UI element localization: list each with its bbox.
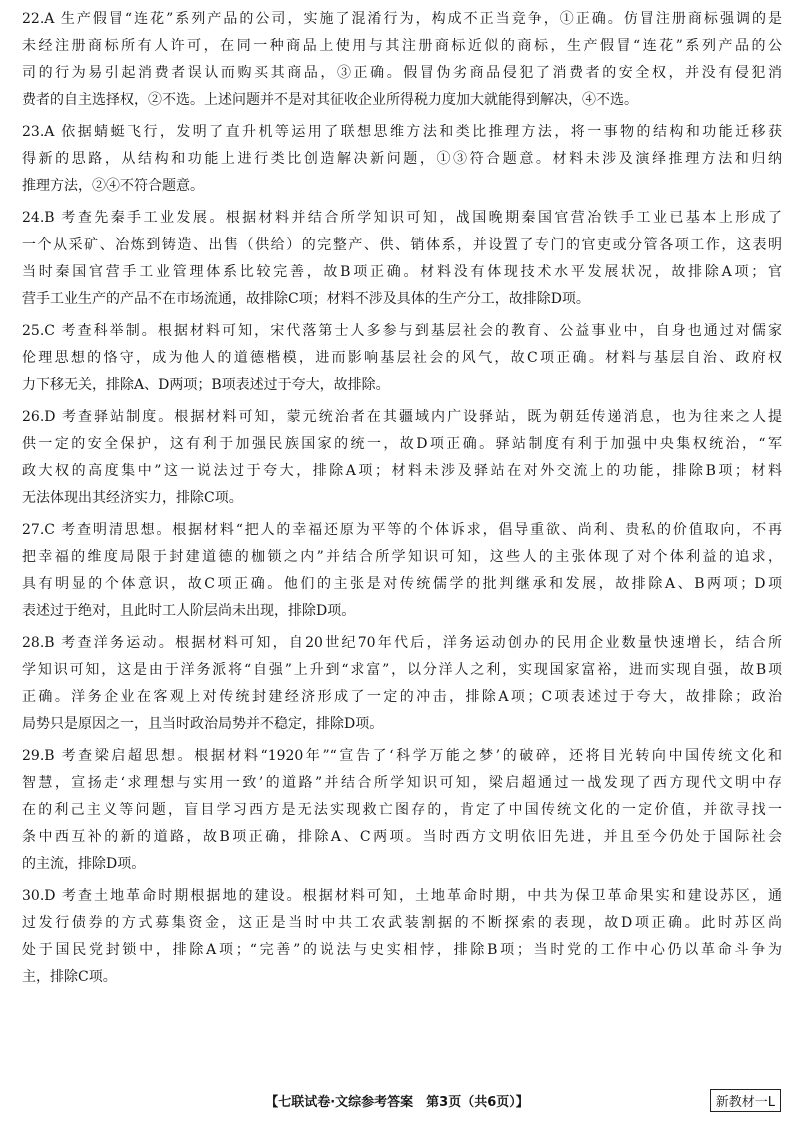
answer-item <box>22 517 782 625</box>
answer-item <box>22 630 782 738</box>
answer-line: 把幸福的维度局限于封建道德的枷锁之内”并结合所学知识可知，这些人的主张体现了对个体利益的追求， <box>22 549 782 565</box>
answer-line: 得新的思路，从结构和功能上进行类比创造解决新问题，①③符合题意。材料未涉及演绎推理方法和归纳 <box>22 151 782 167</box>
footer-page-info: 【七联试卷·文综参考答案 第3页（共6页）】 <box>265 1095 529 1110</box>
answer-item <box>22 318 782 399</box>
answer-line: 营手工业生产的产品不在市场流通，故排除C项；材料不涉及具体的生产分工，故排除D项。 <box>22 291 590 307</box>
answer-line: 27.C 考查明清思想。根据材料“把人的幸福还原为平等的个体诉求，倡导重欲、尚利、贵私的价值取向，不再 <box>22 522 782 538</box>
answer-line: 力下移无关，排除A、D两项；B项表述过于夸大，故排除。 <box>22 377 390 393</box>
answer-line: 推理方法，②④不符合题意。 <box>22 178 204 194</box>
answer-line: 表述过于绝对，且此时工人阶层尚未出现，排除D项。 <box>22 603 356 619</box>
answer-line: 24.B 考查先秦手工业发展。根据材料并结合所学知识可知，战国晚期秦国官营冶铁手工业已基本上形成了 <box>22 210 782 226</box>
answer-line: 28.B 考查洋务运动。根据材料可知，自20世纪70年代后，洋务运动创办的民用企业数量快速增长，结合所 <box>22 635 782 651</box>
answer-line: 智慧，宣扬走‘求理想与实用一致’的道路”并结合所学知识可知，梁启超通过一战发现了西方现代文明中存 <box>22 775 782 791</box>
answer-line: 当时秦国官营手工业管理体系比较完善，故B项正确。材料没有体现技术水平发展状况，故排除A项；官 <box>22 264 782 280</box>
answer-line: 司的行为易引起消费者误认而购买其商品，③正确。假冒伪劣商品侵犯了消费者的安全权，并没有侵犯消 <box>22 65 782 81</box>
answer-line: 22.A 生产假冒“连花”系列产品的公司，实施了混淆行为，构成不正当竞争，①正确。仿冒注册商标强调的是 <box>22 11 782 27</box>
answer-item <box>22 743 782 878</box>
answer-line: 伦理思想的恪守，成为他人的道德楷模，进而影响基层社会的风气，故C项正确。材料与基层自治、政府权 <box>22 350 782 366</box>
answer-line: 条中西互补的新的道路，故B项正确，排除A、C两项。当时西方文明依旧先进，并且至今仍处于国际社会 <box>22 829 782 845</box>
answer-line: 的主流，排除D项。 <box>22 856 146 872</box>
answer-item <box>22 6 782 114</box>
answer-line: 供一定的安全保护，这有利于加强民族国家的统一，故D项正确。驿站制度有利于加强中央集权统治，“军 <box>22 436 782 452</box>
answer-line: 在的利己主义等问题，盲目学习西方是无法实现救亡图存的，肯定了中国传统文化的一定价值，并欲寻找一 <box>22 802 782 818</box>
answer-line: 23.A 依据蜻蜓飞行，发明了直升机等运用了联想思维方法和类比推理方法，将一事物的结构和功能迁移获 <box>22 124 782 140</box>
answer-line: 处于国民党封锁中，排除A项；“完善”的说法与史实相悖，排除B项；当时党的工作中心仍以革命斗争为 <box>22 942 782 958</box>
answer-item <box>22 119 782 200</box>
answer-line: 过发行债券的方式募集资金，这正是当时中共工农武装割据的不断探索的表现，故D项正确。此时苏区尚 <box>22 915 782 931</box>
answer-line: 30.D 考查土地革命时期根据地的建设。根据材料可知，土地革命时期，中共为保卫革命果实和建设苏区，通 <box>22 888 782 904</box>
answer-line: 政大权的高度集中”这一说法过于夸大，排除A项；材料未涉及驿站在对外交流上的功能，排除B项；材料 <box>22 463 782 479</box>
answer-line: 局势只是原因之一，且当时政治局势并不稳定，排除D项。 <box>22 716 384 732</box>
answer-line: 主，排除C项。 <box>22 969 117 985</box>
answer-list <box>22 6 782 996</box>
answer-line: 具有明显的个体意识，故C项正确。他们的主张是对传统儒学的批判继承和发展，故排除A、B两项；D项 <box>22 576 782 592</box>
answer-line: 未经注册商标所有人许可，在同一种商品上使用与其注册商标近似的商标，生产假冒“连花”系列产品的公 <box>22 38 782 54</box>
answer-line: 29.B 考查梁启超思想。根据材料“1920年”“宣告了‘科学万能之梦’的破碎，还将目光转向中国传统文化和 <box>22 748 782 764</box>
answer-line: 25.C 考查科举制。根据材料可知，宋代落第士人多参与到基层社会的教育、公益事业中，自身也通过对儒家 <box>22 323 782 339</box>
answer-item <box>22 404 782 512</box>
edition-badge: 新教材一L <box>710 1089 781 1112</box>
answer-line: 正确。洋务企业在客观上对传统封建经济形成了一定的冲击，排除A项；C项表述过于夸大，故排除；政治 <box>22 689 782 705</box>
answer-item <box>22 205 782 313</box>
answer-line: 学知识可知，这是由于洋务派将“自强”上升到“求富”，以分洋人之利，实现国家富裕，进而实现自强，故B项 <box>22 662 782 678</box>
answer-line: 无法体现出其经济实力，排除C项。 <box>22 490 243 506</box>
answer-line: 26.D 考查驿站制度。根据材料可知，蒙元统治者在其疆域内广设驿站，既为朝廷传递消息，也为往来之人提 <box>22 409 782 425</box>
answer-line: 一个从采矿、冶炼到铸造、出售（供给）的完整产、供、销体系，并设置了专门的官吏或分管各项工作，这表明 <box>22 237 782 253</box>
page-footer <box>0 1085 794 1115</box>
answer-line: 费者的自主选择权，②不选。上述问题并不是对其征收企业所得税力度加大就能得到解决，④不选。 <box>22 92 638 108</box>
answer-item <box>22 883 782 991</box>
